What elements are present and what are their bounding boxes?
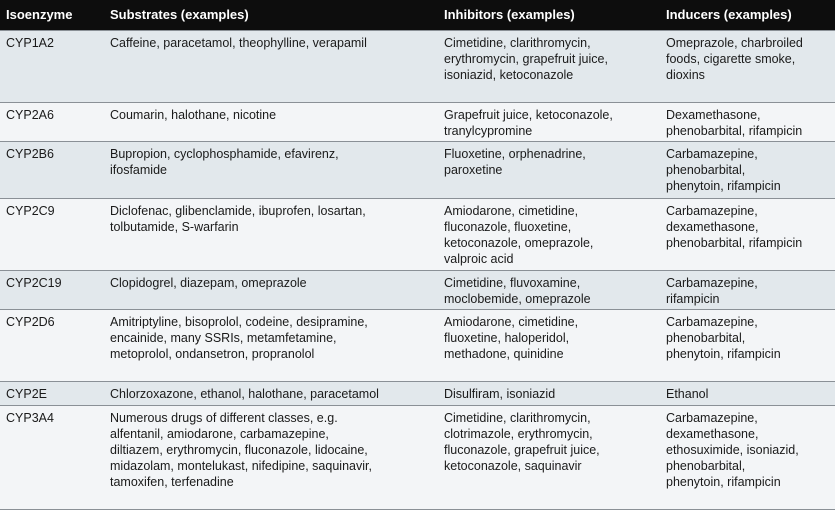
cell-inducers bbox=[660, 382, 835, 405]
inducers-line: Ethanol bbox=[666, 387, 709, 402]
inducers-line: phenytoin, rifampicin bbox=[666, 179, 781, 194]
cell-inhibitors bbox=[438, 142, 660, 198]
inducers-line: phenobarbital, rifampicin bbox=[666, 124, 803, 139]
cell-substrates bbox=[104, 31, 438, 103]
substrates-line: Amitriptyline, bisoprolol, codeine, desipramine, bbox=[110, 315, 368, 330]
inducers-line: dioxins bbox=[666, 68, 705, 82]
inhibitors-line: methadone, quinidine bbox=[444, 347, 564, 362]
cell-inhibitors bbox=[438, 270, 660, 309]
inhibitors-line: erythromycin, grapefruit juice, bbox=[444, 52, 608, 66]
cell-inhibitors bbox=[438, 405, 660, 509]
inhibitors-line: fluoxetine, haloperidol, bbox=[444, 331, 570, 346]
table-header bbox=[0, 0, 835, 31]
cell-substrates bbox=[104, 405, 438, 509]
cell-isoenzyme: CYP3A4 bbox=[0, 405, 104, 509]
inhibitors-line: clotrimazole, erythromycin, bbox=[444, 426, 593, 441]
cell-inhibitors bbox=[438, 382, 660, 405]
cell-inhibitors bbox=[438, 198, 660, 270]
header-isoenzyme: Isoenzyme bbox=[0, 0, 104, 31]
header-inducers: Inducers (examples) bbox=[660, 0, 835, 31]
substrates-line: metoprolol, ondansetron, propranolol bbox=[110, 347, 315, 362]
inhibitors-line: fluconazole, grapefruit juice, bbox=[444, 442, 600, 457]
inhibitors-line: Fluoxetine, orphenadrine, bbox=[444, 147, 586, 162]
inducers-line: foods, cigarette smoke, bbox=[666, 52, 796, 66]
inducers-line: phenobarbital, rifampicin bbox=[666, 235, 803, 250]
cell-inducers bbox=[660, 142, 835, 198]
inhibitors-line: Cimetidine, clarithromycin, bbox=[444, 410, 591, 425]
table-row bbox=[0, 31, 835, 103]
cell-inhibitors bbox=[438, 310, 660, 382]
inducers-line: phenobarbital, bbox=[666, 458, 746, 473]
header-substrates: Substrates (examples) bbox=[104, 0, 438, 31]
inducers-line: Carbamazepine, bbox=[666, 315, 758, 330]
inducers-line: rifampicin bbox=[666, 291, 720, 306]
substrates-line: midazolam, montelukast, nifedipine, saquinavir, bbox=[110, 458, 372, 473]
cell-inducers bbox=[660, 198, 835, 270]
cell-inducers bbox=[660, 405, 835, 509]
substrates-line: ifosfamide bbox=[110, 163, 167, 178]
inhibitors-line: ketoconazole, omeprazole, bbox=[444, 235, 594, 250]
inducers-line: phenytoin, rifampicin bbox=[666, 347, 781, 362]
cell-inhibitors bbox=[438, 103, 660, 142]
table-row bbox=[0, 310, 835, 382]
inducers-line: ethosuximide, isoniazid, bbox=[666, 442, 799, 457]
cell-isoenzyme: CYP2E bbox=[0, 382, 104, 405]
header-inhibitors: Inhibitors (examples) bbox=[438, 0, 660, 31]
inhibitors-line: Cimetidine, fluvoxamine, bbox=[444, 275, 581, 290]
table-row bbox=[0, 382, 835, 405]
inhibitors-line: paroxetine bbox=[444, 163, 503, 178]
cell-isoenzyme: CYP2D6 bbox=[0, 310, 104, 382]
inducers-line: Dexamethasone, bbox=[666, 108, 761, 123]
cell-substrates bbox=[104, 310, 438, 382]
substrates-line: Diclofenac, glibenclamide, ibuprofen, losartan, bbox=[110, 203, 366, 218]
inducers-line: dexamethasone, bbox=[666, 219, 759, 234]
inhibitors-line: Amiodarone, cimetidine, bbox=[444, 315, 579, 330]
inducers-line: Carbamazepine, bbox=[666, 410, 758, 425]
substrates-line: encainide, many SSRIs, metamfetamine, bbox=[110, 331, 337, 346]
table-row bbox=[0, 142, 835, 198]
substrates-line: diltiazem, erythromycin, fluconazole, lidocaine, bbox=[110, 442, 368, 457]
cell-isoenzyme: CYP2B6 bbox=[0, 142, 104, 198]
table-row bbox=[0, 198, 835, 270]
cell-inhibitors bbox=[438, 31, 660, 103]
inducers-line: Carbamazepine, bbox=[666, 203, 758, 218]
cell-substrates bbox=[104, 142, 438, 198]
cell-substrates bbox=[104, 382, 438, 405]
inducers-line: phenobarbital, bbox=[666, 163, 746, 178]
cell-substrates bbox=[104, 103, 438, 142]
cell-substrates bbox=[104, 198, 438, 270]
substrates-line: alfentanil, amiodarone, carbamazepine, bbox=[110, 426, 329, 441]
substrates-line: Numerous drugs of different classes, e.g. bbox=[110, 410, 338, 425]
cell-isoenzyme: CYP2C19 bbox=[0, 270, 104, 309]
inducers-line: Carbamazepine, bbox=[666, 147, 758, 162]
substrates-line: Clopidogrel, diazepam, omeprazole bbox=[110, 275, 307, 290]
inhibitors-line: fluconazole, fluoxetine, bbox=[444, 219, 572, 234]
substrates-line: Bupropion, cyclophosphamide, efavirenz, bbox=[110, 147, 339, 162]
substrates-line: Coumarin, halothane, nicotine bbox=[110, 108, 277, 123]
inducers-line: Omeprazole, charbroiled bbox=[666, 36, 803, 50]
inducers-line: dexamethasone, bbox=[666, 426, 759, 441]
inducers-line: phenobarbital, bbox=[666, 331, 746, 346]
cell-isoenzyme: CYP2C9 bbox=[0, 198, 104, 270]
table-row bbox=[0, 405, 835, 509]
table-row bbox=[0, 103, 835, 142]
cell-substrates bbox=[104, 270, 438, 309]
substrates-line: Chlorzoxazone, ethanol, halothane, paracetamol bbox=[110, 387, 379, 402]
substrates-line: tamoxifen, terfenadine bbox=[110, 474, 234, 489]
inhibitors-line: Amiodarone, cimetidine, bbox=[444, 203, 579, 218]
inhibitors-line: Grapefruit juice, ketoconazole, bbox=[444, 108, 613, 123]
inhibitors-line: tranylcypromine bbox=[444, 124, 533, 139]
header-row bbox=[0, 0, 835, 31]
table-row bbox=[0, 270, 835, 309]
inhibitors-line: valproic acid bbox=[444, 251, 514, 266]
cell-isoenzyme: CYP2A6 bbox=[0, 103, 104, 142]
cell-inducers bbox=[660, 31, 835, 103]
cell-inducers bbox=[660, 310, 835, 382]
inducers-line: phenytoin, rifampicin bbox=[666, 474, 781, 489]
inhibitors-line: Cimetidine, clarithromycin, bbox=[444, 36, 591, 50]
inducers-line: Carbamazepine, bbox=[666, 275, 758, 290]
inhibitors-line: moclobemide, omeprazole bbox=[444, 291, 591, 306]
inhibitors-line: Disulfiram, isoniazid bbox=[444, 387, 556, 402]
inhibitors-line: ketoconazole, saquinavir bbox=[444, 458, 582, 473]
inhibitors-line: isoniazid, ketoconazole bbox=[444, 68, 574, 82]
table-body bbox=[0, 31, 835, 510]
substrates-line: Caffeine, paracetamol, theophylline, verapamil bbox=[110, 36, 367, 50]
cell-inducers bbox=[660, 270, 835, 309]
cell-inducers bbox=[660, 103, 835, 142]
substrates-line: tolbutamide, S-warfarin bbox=[110, 219, 239, 234]
cell-isoenzyme: CYP1A2 bbox=[0, 31, 104, 103]
